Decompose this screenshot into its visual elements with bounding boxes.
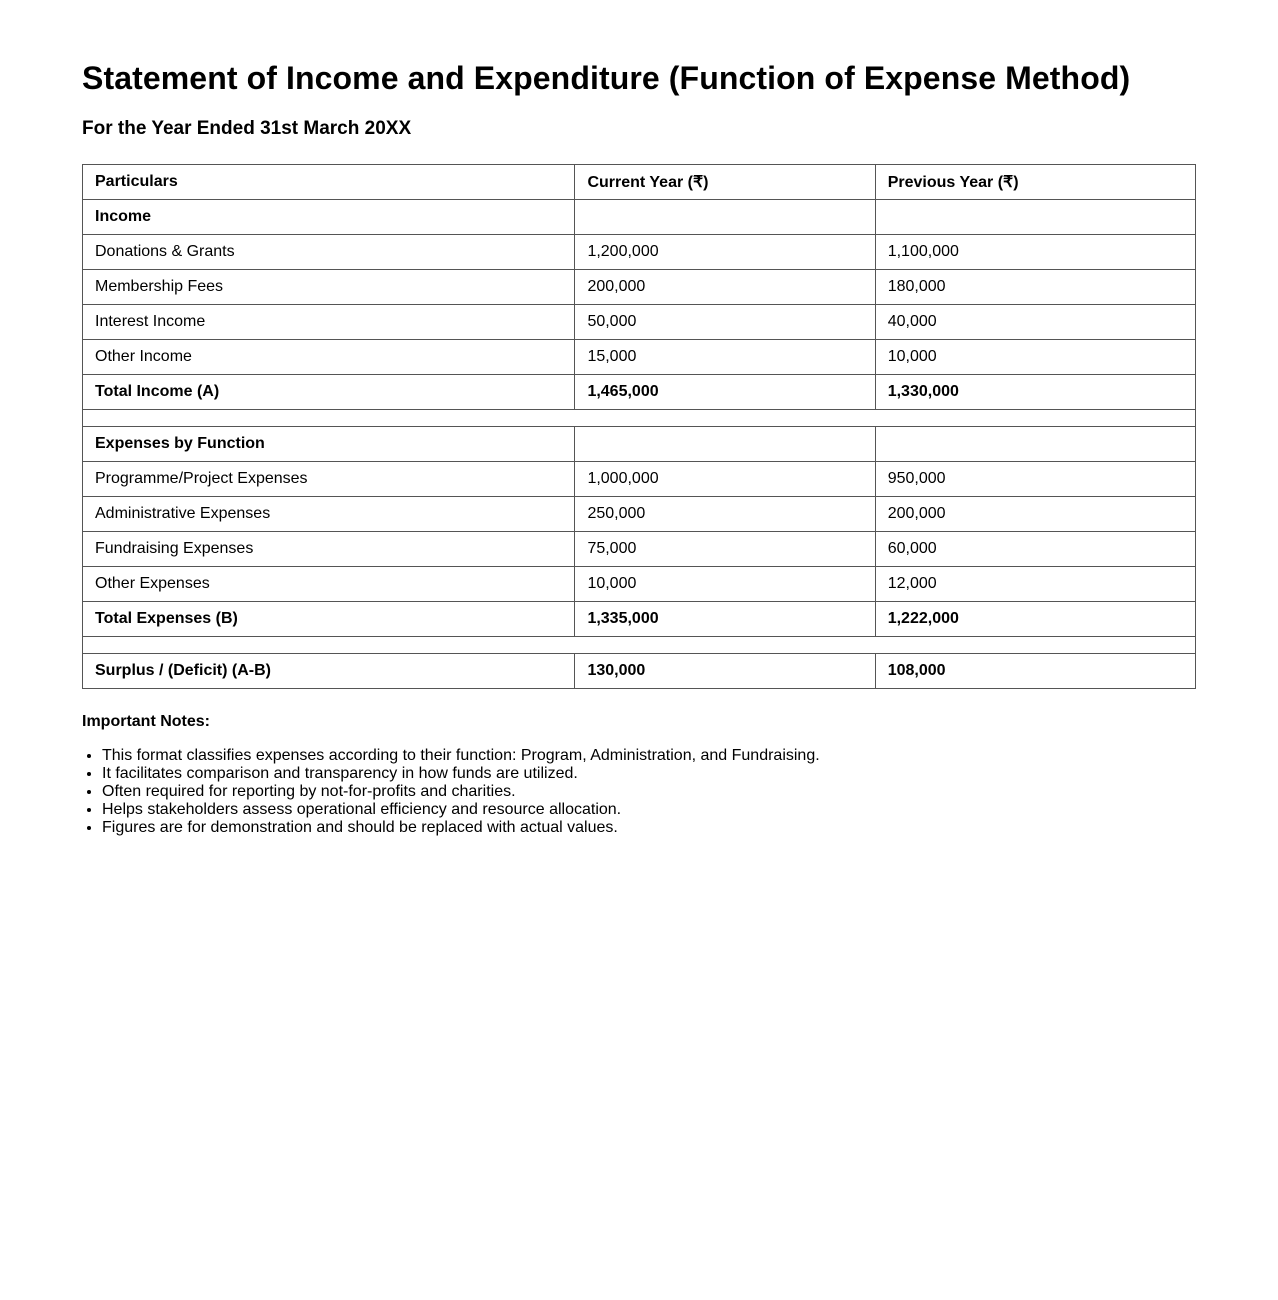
row-current: 15,000 [575, 340, 875, 375]
income-heading: Income [83, 200, 575, 235]
row-label: Programme/Project Expenses [83, 462, 575, 497]
spacer-row [83, 410, 1196, 427]
row-previous: 12,000 [875, 567, 1195, 602]
row-current: 10,000 [575, 567, 875, 602]
table-row [83, 567, 1196, 602]
row-current: 1,000,000 [575, 462, 875, 497]
total-expenses-row [83, 602, 1196, 637]
row-label: Administrative Expenses [83, 497, 575, 532]
header-particulars: Particulars [83, 165, 575, 200]
row-label: Membership Fees [83, 270, 575, 305]
row-previous: 200,000 [875, 497, 1195, 532]
row-label: Other Expenses [83, 567, 575, 602]
table-row [83, 235, 1196, 270]
table-row [83, 305, 1196, 340]
total-expenses-previous: 1,222,000 [875, 602, 1195, 637]
notes-list [82, 747, 1196, 837]
table-row [83, 270, 1196, 305]
total-income-label: Total Income (A) [83, 375, 575, 410]
row-current: 75,000 [575, 532, 875, 567]
row-label: Other Income [83, 340, 575, 375]
table-header-row [83, 165, 1196, 200]
income-heading-row [83, 200, 1196, 235]
table-row [83, 532, 1196, 567]
row-previous: 10,000 [875, 340, 1195, 375]
total-income-row [83, 375, 1196, 410]
header-current-year: Current Year (₹) [575, 165, 875, 200]
row-current: 200,000 [575, 270, 875, 305]
list-item: • It facilitates comparison and transparency in how funds are utilized. [102, 765, 1196, 783]
total-income-previous: 1,330,000 [875, 375, 1195, 410]
total-expenses-label: Total Expenses (B) [83, 602, 575, 637]
row-previous: 60,000 [875, 532, 1195, 567]
list-item: • Often required for reporting by not-for-profits and charities. [102, 783, 1196, 801]
expense-heading-row [83, 427, 1196, 462]
list-item: • This format classifies expenses according to their function: Program, Administration, and Fundraising. [102, 747, 1196, 765]
row-previous: 40,000 [875, 305, 1195, 340]
header-previous-year: Previous Year (₹) [875, 165, 1195, 200]
expense-heading: Expenses by Function [83, 427, 575, 462]
spacer-row [83, 637, 1196, 654]
row-label: Donations & Grants [83, 235, 575, 270]
row-current: 250,000 [575, 497, 875, 532]
surplus-current: 130,000 [575, 654, 875, 689]
surplus-label: Surplus / (Deficit) (A-B) [83, 654, 575, 689]
surplus-row [83, 654, 1196, 689]
table-row [83, 497, 1196, 532]
row-current: 1,200,000 [575, 235, 875, 270]
surplus-previous: 108,000 [875, 654, 1195, 689]
row-previous: 950,000 [875, 462, 1195, 497]
notes-title: Important Notes: [82, 713, 210, 730]
list-item: • Figures are for demonstration and should be replaced with actual values. [102, 819, 1196, 837]
statement-table [82, 164, 1196, 689]
total-expenses-current: 1,335,000 [575, 602, 875, 637]
row-label: Interest Income [83, 305, 575, 340]
page-title: Statement of Income and Expenditure (Function of Expense Method) [82, 60, 1131, 96]
row-previous: 180,000 [875, 270, 1195, 305]
row-label: Fundraising Expenses [83, 532, 575, 567]
row-current: 50,000 [575, 305, 875, 340]
page-subtitle: For the Year Ended 31st March 20XX [82, 118, 412, 139]
total-income-current: 1,465,000 [575, 375, 875, 410]
list-item: • Helps stakeholders assess operational efficiency and resource allocation. [102, 801, 1196, 819]
row-previous: 1,100,000 [875, 235, 1195, 270]
table-row [83, 462, 1196, 497]
table-row [83, 340, 1196, 375]
